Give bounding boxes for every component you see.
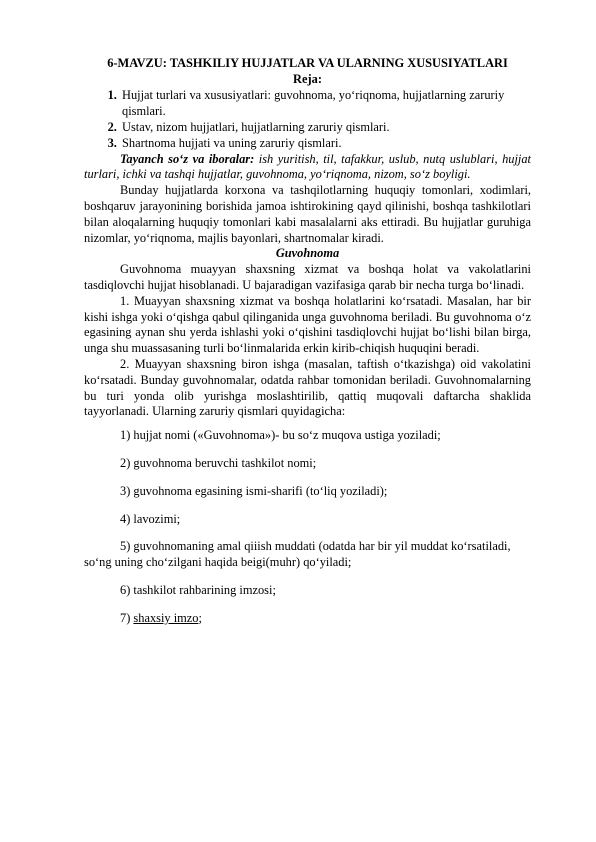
keywords-label: Tayanch so‘z va iboralar: <box>120 151 255 166</box>
paragraph: 2. Muayyan shaxsning biron ishga (masalan, taftish o‘tkazishga) oid vakolatini ko‘rsatadi. Bunday guvohnomalar, odatda rahbar tomonidan beriladi. Guvohnomalarning bu turi yonda olib yurishga moslashtirilib, qattiq muqovali daftarcha shaklida tayyorlanadi. Ularning zaruriy qismlari quyidagicha: <box>84 356 531 419</box>
document-title: 6-MAVZU: TASHKILIY HUJJATLAR VA ULARNING XUSUSIYATLARI <box>107 56 508 70</box>
requisite-prefix: 7) <box>120 610 134 625</box>
plan-item: 2. Ustav, nizom hujjatlari, hujjatlarning zaruriy qismlari. <box>120 120 531 136</box>
plan-item: 3. Shartnoma hujjati va uning zaruriy qismlari. <box>120 136 531 152</box>
requisite-item: 2) guvohnoma beruvchi tashkilot nomi; <box>120 455 317 470</box>
requisite-item: 5) guvohnomaning amal qiiish muddati (odatda har bir yil muddat ko‘rsatiladi, so‘ng uning cho‘zilgani haqida beigi(muhr) qo‘yiladi; <box>84 539 511 570</box>
requisite-suffix: ; <box>198 610 202 625</box>
keywords-paragraph <box>84 152 531 184</box>
plan-list <box>84 88 531 151</box>
requisite-item: 6) tashkilot rahbarining imzosi; <box>120 582 276 597</box>
requisite-item-last <box>84 611 531 627</box>
document-page <box>84 56 531 627</box>
plan-heading: Reja: <box>293 71 322 86</box>
paragraph: Guvohnoma muayyan shaxsning xizmat va boshqa holat va vakolatlarini tasdiqlovchi hujjat hisoblanadi. U bajaradigan vazifasiga qarab bir necha turga bo‘linadi. <box>84 262 531 292</box>
underlined-term: shaxsiy imzo <box>133 610 199 625</box>
section-heading: Guvohnoma <box>275 246 340 261</box>
requisite-item: 3) guvohnoma egasining ismi-sharifi (to‘liq yoziladi); <box>120 483 388 498</box>
paragraph: 1. Muayyan shaxsning xizmat va boshqa holatlarini ko‘rsatadi. Masalan, har bir kishi ishga yoki o‘qishga qabul qilinganida unga guvohnoma beriladi. Bu guvohnoma o‘z egasining aynan shu yerda ishlashi yoki o‘qishini tasdiqlovchi hujjat bo‘lishi bilan birga, unga shu muassasaning turli bo‘linmalarida erkin kirib-chiqish huquqini beradi. <box>84 293 531 356</box>
plan-item: 1. Hujjat turlari va xususiyatlari: guvohnoma, yo‘riqnoma, hujjatlarning zaruriy qismlari. <box>120 88 531 120</box>
requisite-item: 4) lavozimi; <box>120 511 181 526</box>
keywords-text: ish yuritish, til, tafakkur, uslub, nutq uslublari, hujjat turlari, ichki va tashqi hujjatlar, guvohnoma, yo‘riqnoma, nizom, so‘z boyligi. <box>84 151 531 182</box>
requisite-item: 1) hujjat nomi («Guvohnoma»)- bu so‘z muqova ustiga yoziladi; <box>120 428 441 443</box>
intro-paragraph: Bunday hujjatlarda korxona va tashqilotlarning huquqiy tomonlari, xodimlari, boshqaruv jarayonining borishida jamoa ishtirokining qayd qilinishi, boshqa tashkilotlari bilan aloqalarning huquqiy tomonlari kabi masalalarni aks ettiradi. Bu hujjatlar guruhiga nizomlar, yo‘riqnoma, majlis bayonlari, shartnomalar kiradi. <box>84 183 531 245</box>
